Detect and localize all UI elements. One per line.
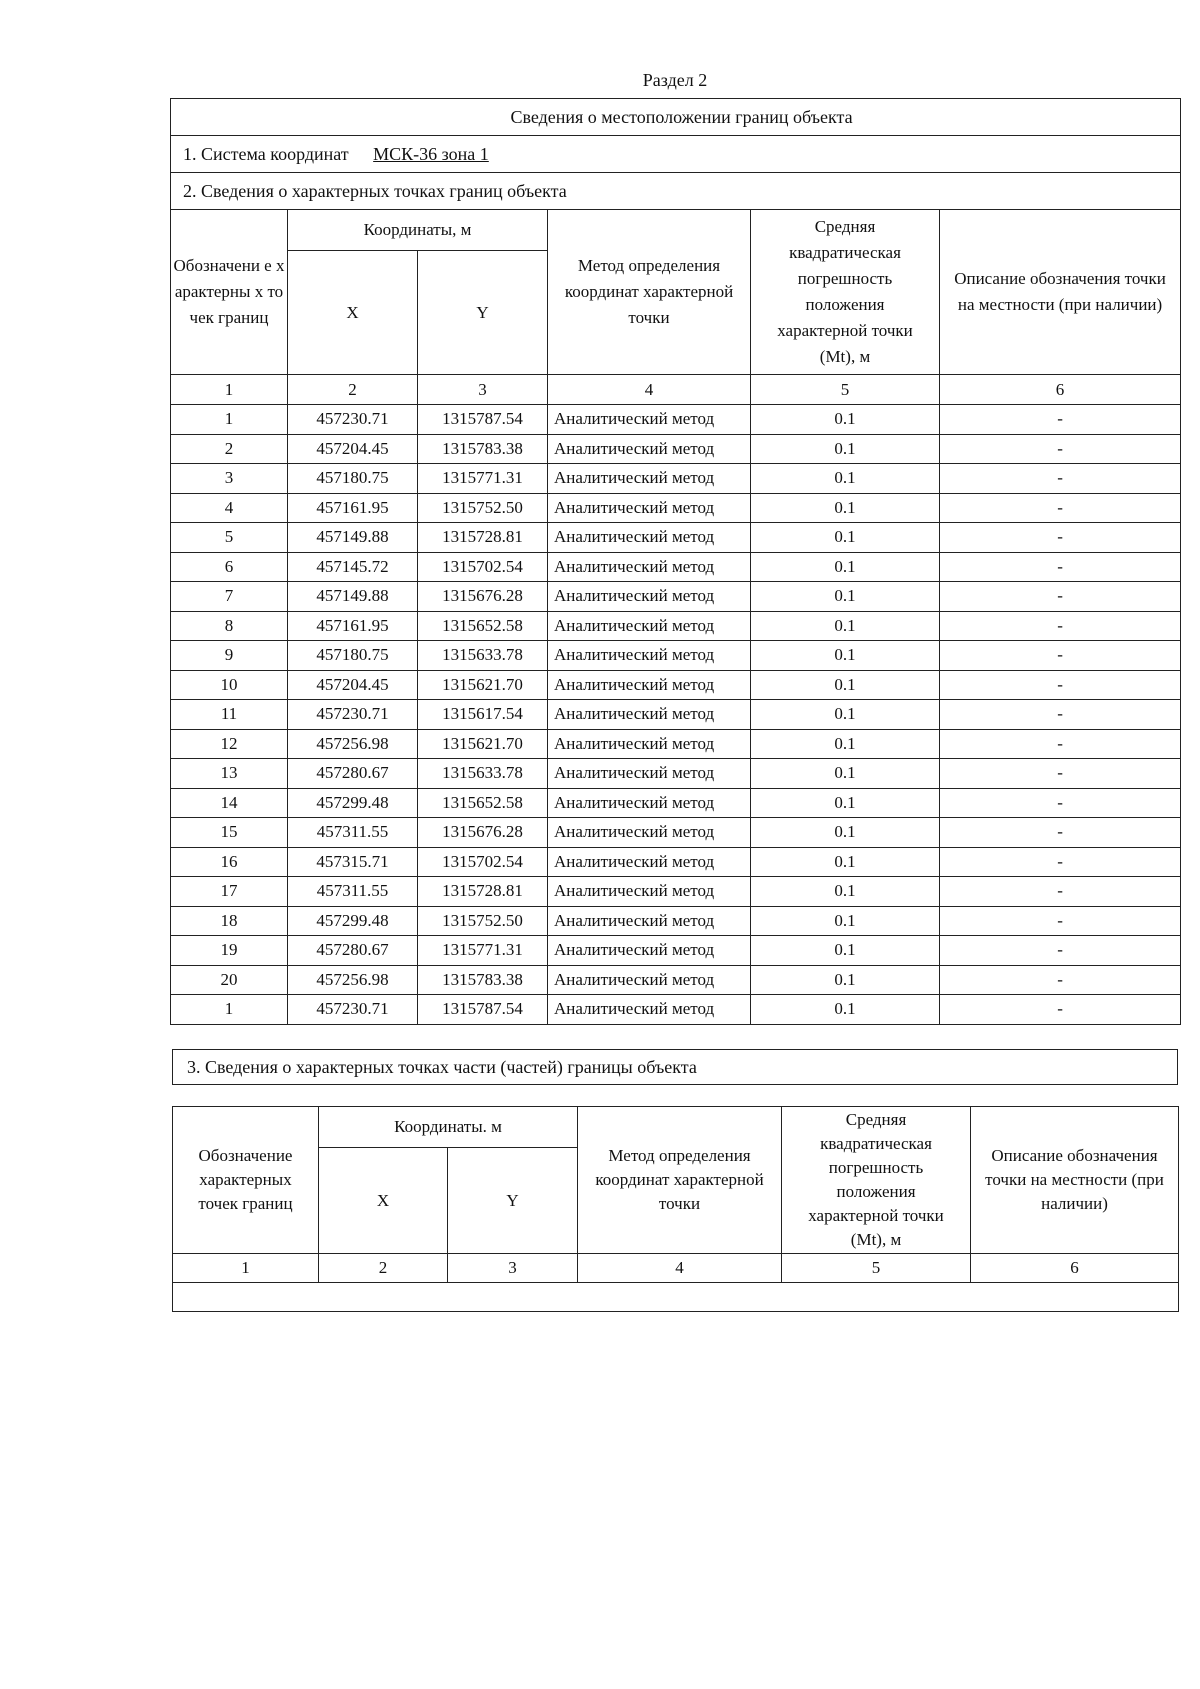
column-number: 4 <box>578 1254 782 1283</box>
points-heading: 2. Сведения о характерных точках границ объекта <box>171 173 1181 210</box>
y-cell: 1315787.54 <box>418 995 548 1025</box>
x-cell: 457311.55 <box>288 818 418 848</box>
column-number: 3 <box>448 1254 578 1283</box>
error-cell: 0.1 <box>751 788 940 818</box>
method-cell: Аналитический метод <box>548 936 751 966</box>
error-cell: 0.1 <box>751 464 940 494</box>
table-title: Сведения о местоположении границ объекта <box>171 99 1181 136</box>
method-cell: Аналитический метод <box>548 995 751 1025</box>
y-cell: 1315771.31 <box>418 464 548 494</box>
point-number-cell: 19 <box>171 936 288 966</box>
x-cell: 457256.98 <box>288 729 418 759</box>
y-cell: 1315783.38 <box>418 434 548 464</box>
method-cell: Аналитический метод <box>548 405 751 435</box>
y-cell: 1315783.38 <box>418 965 548 995</box>
parts-header-description: Описание обозначения точки на местности (при наличии) <box>971 1107 1179 1254</box>
point-number-cell: 12 <box>171 729 288 759</box>
coord-system-label: 1. Система координат <box>183 143 349 164</box>
method-cell: Аналитический метод <box>548 523 751 553</box>
column-number: 1 <box>173 1254 319 1283</box>
table-row <box>171 700 1181 730</box>
y-cell: 1315621.70 <box>418 670 548 700</box>
y-cell: 1315676.28 <box>418 582 548 612</box>
error-cell: 0.1 <box>751 906 940 936</box>
table-row <box>171 611 1181 641</box>
y-cell: 1315752.50 <box>418 906 548 936</box>
y-cell: 1315617.54 <box>418 700 548 730</box>
section-label: Раздел 2 <box>642 70 708 90</box>
point-number-cell: 7 <box>171 582 288 612</box>
coord-system-row <box>171 136 1181 173</box>
description-cell: - <box>940 847 1181 877</box>
y-cell: 1315702.54 <box>418 847 548 877</box>
y-cell: 1315652.58 <box>418 788 548 818</box>
header-error: Средняя квадратическая погрешность положения характерной точки (Mt), м <box>751 210 940 375</box>
table-row <box>171 995 1181 1025</box>
error-cell: 0.1 <box>751 759 940 789</box>
description-cell: - <box>940 759 1181 789</box>
point-number-cell: 3 <box>171 464 288 494</box>
error-cell: 0.1 <box>751 818 940 848</box>
point-number-cell: 16 <box>171 847 288 877</box>
table-row <box>171 493 1181 523</box>
point-number-cell: 2 <box>171 434 288 464</box>
method-cell: Аналитический метод <box>548 818 751 848</box>
error-cell: 0.1 <box>751 847 940 877</box>
description-cell: - <box>940 493 1181 523</box>
parts-table <box>172 1106 1179 1312</box>
description-cell: - <box>940 611 1181 641</box>
y-cell: 1315771.31 <box>418 936 548 966</box>
error-cell: 0.1 <box>751 995 940 1025</box>
column-number: 2 <box>288 375 418 405</box>
parts-header-coords: Координаты. м <box>319 1107 578 1148</box>
error-cell: 0.1 <box>751 611 940 641</box>
description-cell: - <box>940 700 1181 730</box>
description-cell: - <box>940 552 1181 582</box>
x-cell: 457145.72 <box>288 552 418 582</box>
method-cell: Аналитический метод <box>548 965 751 995</box>
header-description: Описание обозначения точки на местности (при наличии) <box>940 210 1181 375</box>
method-cell: Аналитический метод <box>548 434 751 464</box>
column-number: 1 <box>171 375 288 405</box>
error-cell: 0.1 <box>751 729 940 759</box>
parts-header-designation: Обозначение характерных точек границ <box>173 1107 319 1254</box>
description-cell: - <box>940 582 1181 612</box>
point-number-cell: 9 <box>171 641 288 671</box>
table-row <box>171 434 1181 464</box>
parts-header-error: Средняя квадратическая погрешность положения характерной точки (Mt), м <box>782 1107 971 1254</box>
method-cell: Аналитический метод <box>548 670 751 700</box>
table-row <box>171 818 1181 848</box>
description-cell: - <box>940 729 1181 759</box>
error-cell: 0.1 <box>751 493 940 523</box>
point-number-cell: 17 <box>171 877 288 907</box>
y-cell: 1315621.70 <box>418 729 548 759</box>
x-cell: 457230.71 <box>288 995 418 1025</box>
description-cell: - <box>940 523 1181 553</box>
error-cell: 0.1 <box>751 434 940 464</box>
y-cell: 1315752.50 <box>418 493 548 523</box>
x-cell: 457311.55 <box>288 877 418 907</box>
table-row <box>171 847 1181 877</box>
point-number-cell: 14 <box>171 788 288 818</box>
parts-header-y: Y <box>448 1148 578 1254</box>
column-number-row <box>171 375 1181 405</box>
column-number: 6 <box>971 1254 1179 1283</box>
point-number-cell: 13 <box>171 759 288 789</box>
x-cell: 457256.98 <box>288 965 418 995</box>
point-number-cell: 8 <box>171 611 288 641</box>
table-row <box>171 670 1181 700</box>
point-number-cell: 18 <box>171 906 288 936</box>
table-row <box>171 464 1181 494</box>
y-cell: 1315787.54 <box>418 405 548 435</box>
y-cell: 1315633.78 <box>418 759 548 789</box>
description-cell: - <box>940 936 1181 966</box>
table-row <box>171 906 1181 936</box>
x-cell: 457161.95 <box>288 493 418 523</box>
x-cell: 457299.48 <box>288 906 418 936</box>
x-cell: 457230.71 <box>288 700 418 730</box>
x-cell: 457180.75 <box>288 464 418 494</box>
column-number: 5 <box>751 375 940 405</box>
table-row <box>171 405 1181 435</box>
table-row <box>171 936 1181 966</box>
point-number-cell: 20 <box>171 965 288 995</box>
table-row <box>171 641 1181 671</box>
column-number: 4 <box>548 375 751 405</box>
y-cell: 1315652.58 <box>418 611 548 641</box>
method-cell: Аналитический метод <box>548 552 751 582</box>
header-y: Y <box>418 251 548 375</box>
y-cell: 1315676.28 <box>418 818 548 848</box>
method-cell: Аналитический метод <box>548 877 751 907</box>
method-cell: Аналитический метод <box>548 700 751 730</box>
column-number: 2 <box>319 1254 448 1283</box>
table-row <box>171 788 1181 818</box>
description-cell: - <box>940 788 1181 818</box>
error-cell: 0.1 <box>751 405 940 435</box>
y-cell: 1315702.54 <box>418 552 548 582</box>
empty-cell <box>173 1283 1179 1312</box>
x-cell: 457230.71 <box>288 405 418 435</box>
table-row <box>171 965 1181 995</box>
description-cell: - <box>940 906 1181 936</box>
method-cell: Аналитический метод <box>548 759 751 789</box>
point-number-cell: 6 <box>171 552 288 582</box>
column-number: 3 <box>418 375 548 405</box>
y-cell: 1315633.78 <box>418 641 548 671</box>
header-coords: Координаты, м <box>288 210 548 251</box>
coord-system-value: МСК-36 зона 1 <box>373 143 489 164</box>
table-row <box>171 552 1181 582</box>
table-row <box>171 523 1181 553</box>
method-cell: Аналитический метод <box>548 906 751 936</box>
y-cell: 1315728.81 <box>418 523 548 553</box>
x-cell: 457149.88 <box>288 582 418 612</box>
column-number: 5 <box>782 1254 971 1283</box>
x-cell: 457204.45 <box>288 434 418 464</box>
error-cell: 0.1 <box>751 700 940 730</box>
x-cell: 457280.67 <box>288 759 418 789</box>
boundary-location-table <box>170 98 1181 1025</box>
error-cell: 0.1 <box>751 641 940 671</box>
error-cell: 0.1 <box>751 877 940 907</box>
point-number-cell: 4 <box>171 493 288 523</box>
description-cell: - <box>940 405 1181 435</box>
point-rows <box>171 405 1181 1025</box>
method-cell: Аналитический метод <box>548 464 751 494</box>
column-number: 6 <box>940 375 1181 405</box>
method-cell: Аналитический метод <box>548 788 751 818</box>
description-cell: - <box>940 434 1181 464</box>
point-number-cell: 11 <box>171 700 288 730</box>
method-cell: Аналитический метод <box>548 493 751 523</box>
description-cell: - <box>940 877 1181 907</box>
description-cell: - <box>940 670 1181 700</box>
description-cell: - <box>940 818 1181 848</box>
error-cell: 0.1 <box>751 552 940 582</box>
description-cell: - <box>940 995 1181 1025</box>
method-cell: Аналитический метод <box>548 729 751 759</box>
point-number-cell: 1 <box>171 405 288 435</box>
x-cell: 457315.71 <box>288 847 418 877</box>
error-cell: 0.1 <box>751 965 940 995</box>
point-number-cell: 1 <box>171 995 288 1025</box>
table-row <box>171 582 1181 612</box>
description-cell: - <box>940 965 1181 995</box>
method-cell: Аналитический метод <box>548 611 751 641</box>
x-cell: 457180.75 <box>288 641 418 671</box>
description-cell: - <box>940 641 1181 671</box>
error-cell: 0.1 <box>751 936 940 966</box>
parts-header-method: Метод определения координат характерной точки <box>578 1107 782 1254</box>
method-cell: Аналитический метод <box>548 847 751 877</box>
header-x: X <box>288 251 418 375</box>
error-cell: 0.1 <box>751 523 940 553</box>
header-method: Метод определения координат характерной точки <box>548 210 751 375</box>
point-number-cell: 15 <box>171 818 288 848</box>
parts-header-x: X <box>319 1148 448 1254</box>
y-cell: 1315728.81 <box>418 877 548 907</box>
header-designation: Обозначени е характерны х точек границ <box>171 210 288 375</box>
table-row <box>171 877 1181 907</box>
parts-heading: 3. Сведения о характерных точках части (частей) границы объекта <box>172 1049 1178 1085</box>
point-number-cell: 5 <box>171 523 288 553</box>
point-number-cell: 10 <box>171 670 288 700</box>
table-row <box>171 759 1181 789</box>
parts-empty-row <box>173 1283 1179 1312</box>
x-cell: 457149.88 <box>288 523 418 553</box>
x-cell: 457161.95 <box>288 611 418 641</box>
table-row <box>171 729 1181 759</box>
x-cell: 457280.67 <box>288 936 418 966</box>
method-cell: Аналитический метод <box>548 582 751 612</box>
method-cell: Аналитический метод <box>548 641 751 671</box>
error-cell: 0.1 <box>751 670 940 700</box>
error-cell: 0.1 <box>751 582 940 612</box>
x-cell: 457299.48 <box>288 788 418 818</box>
description-cell: - <box>940 464 1181 494</box>
parts-column-number-row <box>173 1254 1179 1283</box>
x-cell: 457204.45 <box>288 670 418 700</box>
